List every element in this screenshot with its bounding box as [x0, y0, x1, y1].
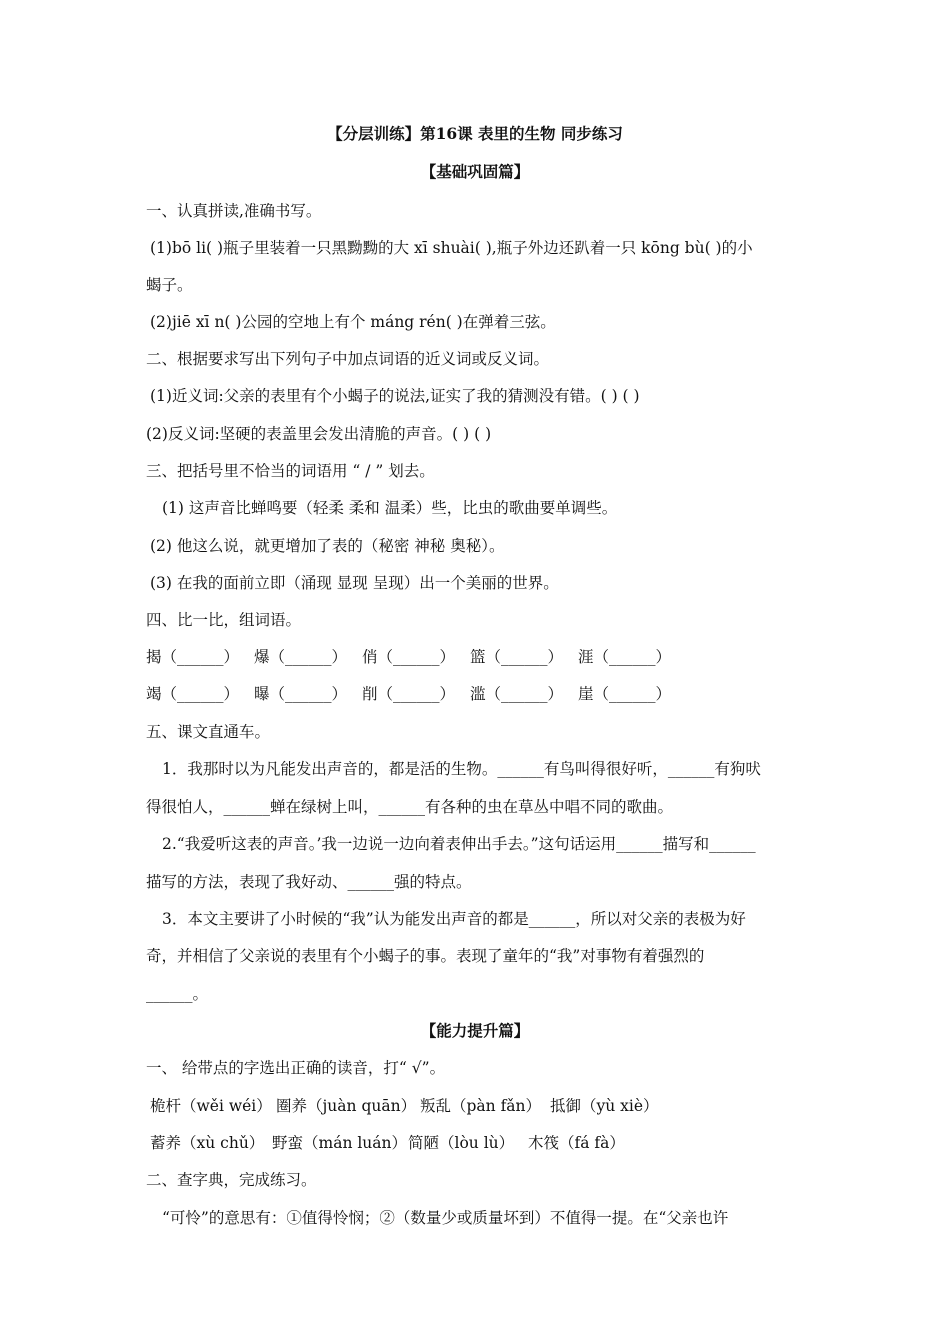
q5-heading: 五、课文直通车。 [146, 723, 271, 741]
q3-line1: (1) 这声音比蝉鸣要（轻柔 柔和 温柔）些，比虫的歌曲要单调些。 [162, 499, 618, 517]
a1-row1 [150, 1096, 670, 1116]
q3-heading: 三、把括号里不恰当的词语用 “ / ” 划去。 [146, 462, 435, 480]
pinyin-choice: 野蛮（mán luán） [272, 1134, 408, 1152]
word-cell: 崖（______） [578, 685, 672, 703]
section-heading-advanced: 【能力提升篇】 [420, 1021, 530, 1040]
pinyin-choice: 简陋（lòu lù） [408, 1134, 515, 1152]
q5-p1b: 得很怕人，______蝉在绿树上叫，______有各种的虫在草丛中唱不同的歌曲。 [146, 798, 674, 816]
q5-p3a: 3．本文主要讲了小时候的“我”认为能发出声音的都是______，所以对父亲的表极为好 [162, 910, 746, 928]
q3-line2: (2) 他这么说，就更增加了表的（秘密 神秘 奥秘）。 [150, 537, 505, 555]
a1-row2 [150, 1133, 638, 1153]
doc-title: 【分层训练】第16课 表里的生物 同步练习 [327, 124, 623, 143]
q2-heading: 二、根据要求写出下列句子中加点词语的近义词或反义词。 [146, 350, 550, 368]
q1-line1b: 蝎子。 [146, 276, 193, 294]
pinyin-choice: 叛乱（pàn fǎn） [420, 1097, 542, 1115]
q5-p3b: 奇，并相信了父亲说的表里有个小蝎子的事。表现了童年的“我”对事物有着强烈的 [146, 947, 705, 965]
pinyin-choice: 蓄养（xù chǔ） [150, 1134, 265, 1152]
q1-heading: 一、认真拼读,准确书写。 [146, 202, 322, 220]
pinyin-choice: 抵御（yù xiè） [550, 1097, 659, 1115]
pinyin-choice: 桅杆（wěi wéi） [150, 1097, 272, 1115]
word-cell: 揭（______） [146, 648, 240, 666]
q5-p2a: 2.“我爱听这表的声音。’我一边说一边向着表伸出手去。”这句话运用______描写和______ [162, 835, 756, 853]
word-cell: 滥（______） [470, 685, 564, 703]
section-heading-basic: 【基础巩固篇】 [420, 162, 530, 181]
a2-heading: 二、查字典，完成练习。 [146, 1171, 317, 1189]
word-cell: 竭（______） [146, 685, 240, 703]
word-cell: 爆（______） [254, 648, 348, 666]
word-cell: 削（______） [362, 685, 456, 703]
q5-p2b: 描写的方法，表现了我好动、______强的特点。 [146, 873, 472, 891]
q4-row1 [146, 647, 686, 667]
pinyin-choice: 圈养（juàn quān） [276, 1097, 417, 1115]
pinyin-choice: 木筏（fá fà） [528, 1134, 625, 1152]
q5-p3c: ______。 [146, 985, 209, 1003]
a1-heading: 一、 给带点的字选出正确的读音，打“ √”。 [146, 1059, 446, 1077]
word-cell: 涯（______） [578, 648, 672, 666]
q1-line1: (1)bō li( )瓶子里装着一只黑黝黝的大 xī shuài( ),瓶子外边还趴着一只 kōng bù( )的小 [150, 239, 753, 257]
q1-line2: (2)jiē xī n( )公园的空地上有个 máng rén( )在弹着三弦。 [150, 313, 556, 331]
q4-heading: 四、比一比，组词语。 [146, 611, 302, 629]
q2-line2: (2)反义词:坚硬的表盖里会发出清脆的声音。( ) ( ) [146, 425, 492, 443]
q4-row2 [146, 684, 686, 704]
word-cell: 俏（______） [362, 648, 456, 666]
word-cell: 篮（______） [470, 648, 564, 666]
a2-line1: “可怜”的意思有：①值得怜悯；②（数量少或质量坏到）不值得一提。在“父亲也许 [162, 1209, 729, 1227]
q3-line3: (3) 在我的面前立即（涌现 显现 呈现）出一个美丽的世界。 [150, 574, 559, 592]
q5-p1a: 1．我那时以为凡能发出声音的，都是活的生物。______有鸟叫得很好听，______有狗吠 [162, 760, 761, 778]
word-cell: 曝（______） [254, 685, 348, 703]
q2-line1: (1)近义词:父亲的表里有个小蝎子的说法,证实了我的猜测没有错。( ) ( ) [150, 387, 640, 405]
